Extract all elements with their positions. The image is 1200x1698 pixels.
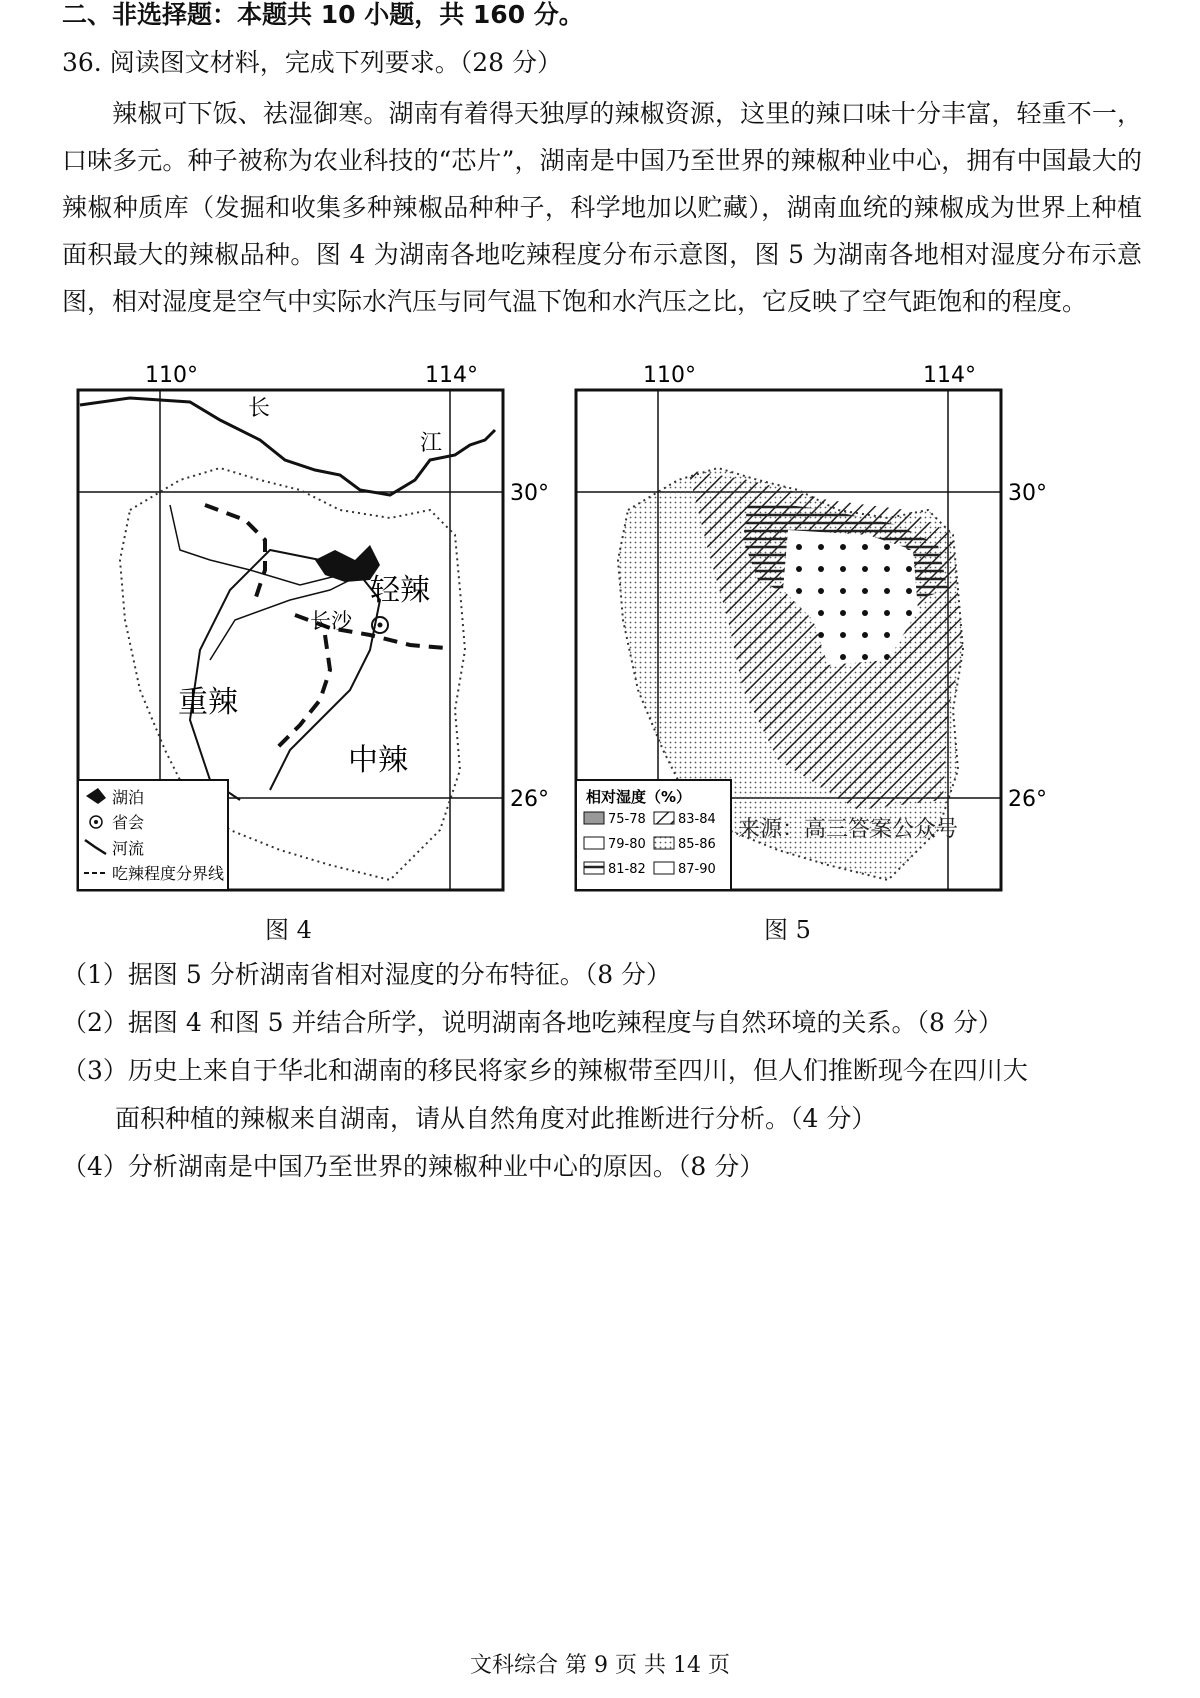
subquestion-3: （3）历史上来自于华北和湖南的移民将家乡的辣椒带至四川，但人们推断现今在四川大	[62, 1056, 1028, 1085]
figure-5-caption: 图 5	[764, 916, 811, 944]
legend-swatch-75-78	[584, 812, 604, 824]
lat-label-26: 26°	[510, 787, 549, 812]
river-label-jiang: 江	[420, 431, 443, 456]
watermark-text: 来源：高三答案公众号	[738, 817, 959, 842]
figure-4-caption: 图 4	[265, 916, 312, 944]
lon-label-110: 110°	[145, 363, 198, 388]
subquestion-1: （1）据图 5 分析湖南省相对湿度的分布特征。（8 分）	[62, 960, 672, 989]
lat-label-30: 30°	[510, 481, 549, 506]
river-label-chang: 长	[248, 396, 271, 421]
lon-label-114-5: 114°	[923, 363, 976, 388]
lat-label-30-5: 30°	[1008, 481, 1047, 506]
zone-medium-label: 中辣	[348, 743, 408, 778]
figure-4-map	[70, 360, 550, 900]
question-title: 36. 阅读图文材料，完成下列要求。（28 分）	[62, 48, 562, 77]
legend-swatch-81-82	[584, 862, 604, 874]
capital-label: 长沙	[310, 609, 352, 633]
material-text: 辣椒可下饭、祛湿御寒。湖南有着得天独厚的辣椒资源，这里的辣口味十分丰富，轻重不一，口味多元。种子被称为农业科技的“芯片”，湖南是中国乃至世界的辣椒种业中心，拥有中国最大的辣椒种质库（发掘和收集多种辣椒品种种子，科学地加以贮藏），湖南血统的辣椒成为世界上种植面积最大的辣椒品种。图 4 为湖南各地吃辣程度分布示意图，图 5 为湖南各地相对湿度分布示意图，相对湿度是空气中实际水汽压与同气温下饱和水汽压之比，它反映了空气距饱和的程度。	[62, 99, 1142, 316]
legend-swatch-85-86	[654, 837, 674, 849]
legend-title: 相对湿度（%）	[586, 788, 692, 806]
legend-swatch-87-90	[654, 862, 674, 874]
figure-5-map	[568, 360, 1068, 900]
legend-swatch-79-80	[584, 837, 604, 849]
legend-83-84: 83-84	[678, 812, 716, 827]
capital-marker-dot	[378, 623, 383, 628]
subquestion-2: （2）据图 4 和图 5 并结合所学，说明湖南各地吃辣程度与自然环境的关系。（8 分）	[62, 1008, 1003, 1037]
legend-75-78: 75-78	[608, 812, 646, 827]
section-title: 二、非选择题：本题共 10 小题，共 160 分。	[62, 0, 584, 29]
legend-lake: 湖泊	[112, 788, 145, 807]
legend-river: 河流	[112, 839, 145, 858]
zone-light-label: 轻辣	[370, 573, 430, 608]
legend-boundary: 吃辣程度分界线	[112, 864, 225, 883]
legend-81-82: 81-82	[608, 862, 646, 877]
subquestion-3-cont: 面积种植的辣椒来自湖南，请从自然角度对此推断进行分析。（4 分）	[115, 1104, 877, 1133]
legend-79-80: 79-80	[608, 837, 646, 852]
capital-legend-dot	[94, 820, 98, 824]
lat-label-26-5: 26°	[1008, 787, 1047, 812]
legend-capital: 省会	[112, 813, 145, 832]
legend-swatch-83-84	[654, 812, 674, 824]
legend-85-86: 85-86	[678, 837, 716, 852]
zone-heavy-label: 重辣	[178, 685, 238, 720]
lon-label-110-5: 110°	[643, 363, 696, 388]
page-footer: 文科综合 第 9 页 共 14 页	[470, 1653, 730, 1678]
legend-87-90: 87-90	[678, 862, 716, 877]
material-paragraph	[62, 90, 1142, 325]
subquestion-4: （4）分析湖南是中国乃至世界的辣椒种业中心的原因。（8 分）	[62, 1152, 765, 1181]
lon-label-114: 114°	[425, 363, 478, 388]
